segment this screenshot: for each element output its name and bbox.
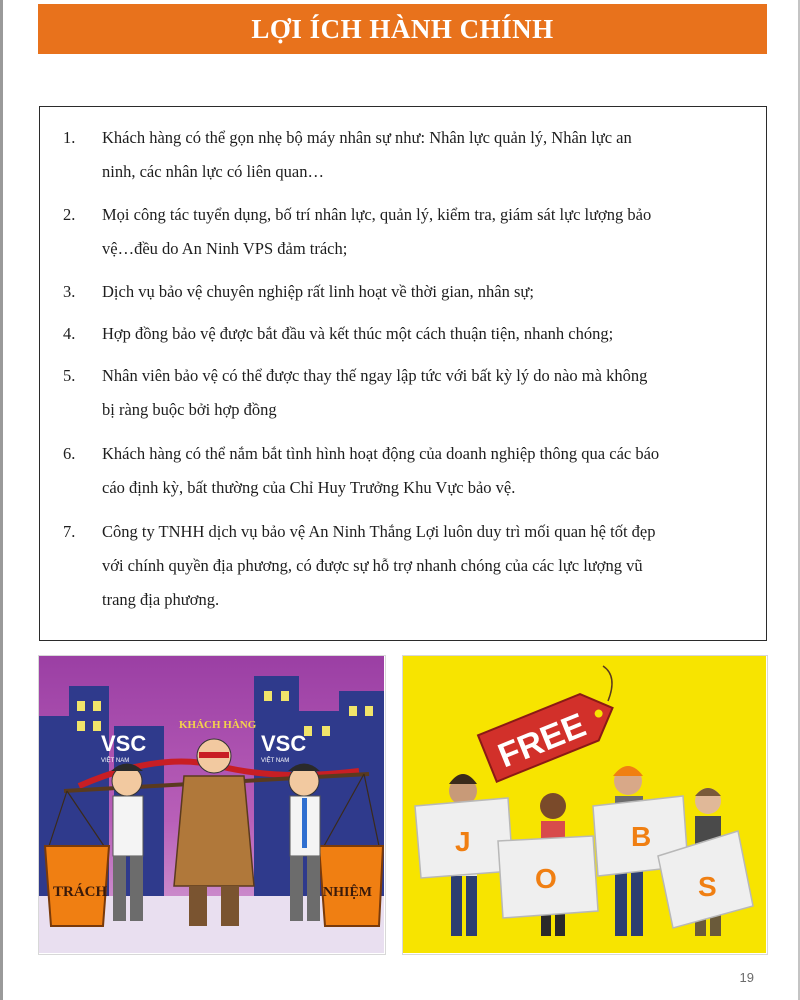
- item-number: 7.: [63, 522, 76, 541]
- free-jobs-svg: [403, 656, 766, 953]
- page-number: 19: [739, 970, 754, 985]
- left-basket-label: TRÁCH: [53, 884, 108, 900]
- sign-letter: B: [631, 821, 652, 852]
- cartoon-svg: [39, 656, 384, 953]
- page-title: LỢI ÍCH HÀNH CHÍNH: [251, 13, 554, 44]
- item-line: Công ty TNHH dịch vụ bảo vệ An Ninh Thắng Lợi luôn duy trì mối quan hệ tốt đẹp: [102, 522, 656, 541]
- item-line: cáo định kỳ, bất thường của Chỉ Huy Trưởng Khu Vực bảo vệ.: [102, 478, 516, 497]
- left-vsc-subtag: VIỆT NAM: [101, 758, 130, 764]
- right-vsc-tag: VSC: [261, 731, 307, 756]
- item-text: [102, 275, 752, 309]
- item-line: Khách hàng có thể gọn nhẹ bộ máy nhân sự như: Nhân lực quản lý, Nhân lực an: [102, 128, 632, 147]
- sign-letter: S: [698, 871, 717, 902]
- free-tag-label: FREE: [492, 706, 592, 776]
- item-line: trang địa phương.: [102, 590, 220, 609]
- item-text: [102, 437, 752, 505]
- page-left-edge: [0, 0, 3, 1000]
- cartoon-illustration: [38, 655, 386, 955]
- item-number: 2.: [63, 205, 76, 224]
- free-jobs-illustration: [402, 655, 768, 955]
- sign-letter: O: [535, 863, 557, 894]
- item-line: Khách hàng có thể nắm bắt tình hình hoạt động của doanh nghiệp thông qua các báo: [102, 444, 660, 463]
- title-banner: [38, 4, 767, 54]
- item-number: 6.: [63, 444, 76, 463]
- item-text: [102, 317, 752, 351]
- client-label: KHÁCH HÀNG: [179, 719, 257, 731]
- item-line: Hợp đồng bảo vệ được bắt đầu và kết thúc một cách thuận tiện, nhanh chóng;: [102, 324, 614, 343]
- sign-letter: J: [455, 826, 471, 857]
- item-line: với chính quyền địa phương, có được sự hỗ trợ nhanh chóng của các lực lượng vũ: [102, 556, 643, 575]
- sign-j: [415, 798, 513, 878]
- right-basket-label: NHIỆM: [323, 885, 372, 900]
- item-text: [102, 515, 752, 617]
- item-number: 4.: [63, 324, 76, 343]
- item-number: 3.: [63, 282, 76, 301]
- item-text: [102, 121, 752, 189]
- right-vsc-subtag: VIỆT NAM: [261, 758, 290, 764]
- item-line: bị ràng buộc bởi hợp đồng: [102, 400, 277, 419]
- item-line: ninh, các nhân lực có liên quan…: [102, 162, 324, 181]
- left-vsc-tag: VSC: [101, 731, 147, 756]
- benefits-list: [39, 106, 767, 641]
- item-number: 5.: [63, 366, 76, 385]
- item-text: [102, 359, 752, 427]
- item-line: Dịch vụ bảo vệ chuyên nghiệp rất linh hoạt về thời gian, nhân sự;: [102, 282, 534, 301]
- item-line: Mọi công tác tuyển dụng, bố trí nhân lực, quản lý, kiểm tra, giám sát lực lượng bảo: [102, 205, 652, 224]
- item-text: [102, 198, 752, 266]
- item-line: vệ…đều do An Ninh VPS đảm trách;: [102, 239, 348, 258]
- item-number: 1.: [63, 128, 76, 147]
- item-line: Nhân viên bảo vệ có thể được thay thế ngay lập tức với bất kỳ lý do nào mà không: [102, 366, 648, 385]
- sign-o: [498, 836, 598, 918]
